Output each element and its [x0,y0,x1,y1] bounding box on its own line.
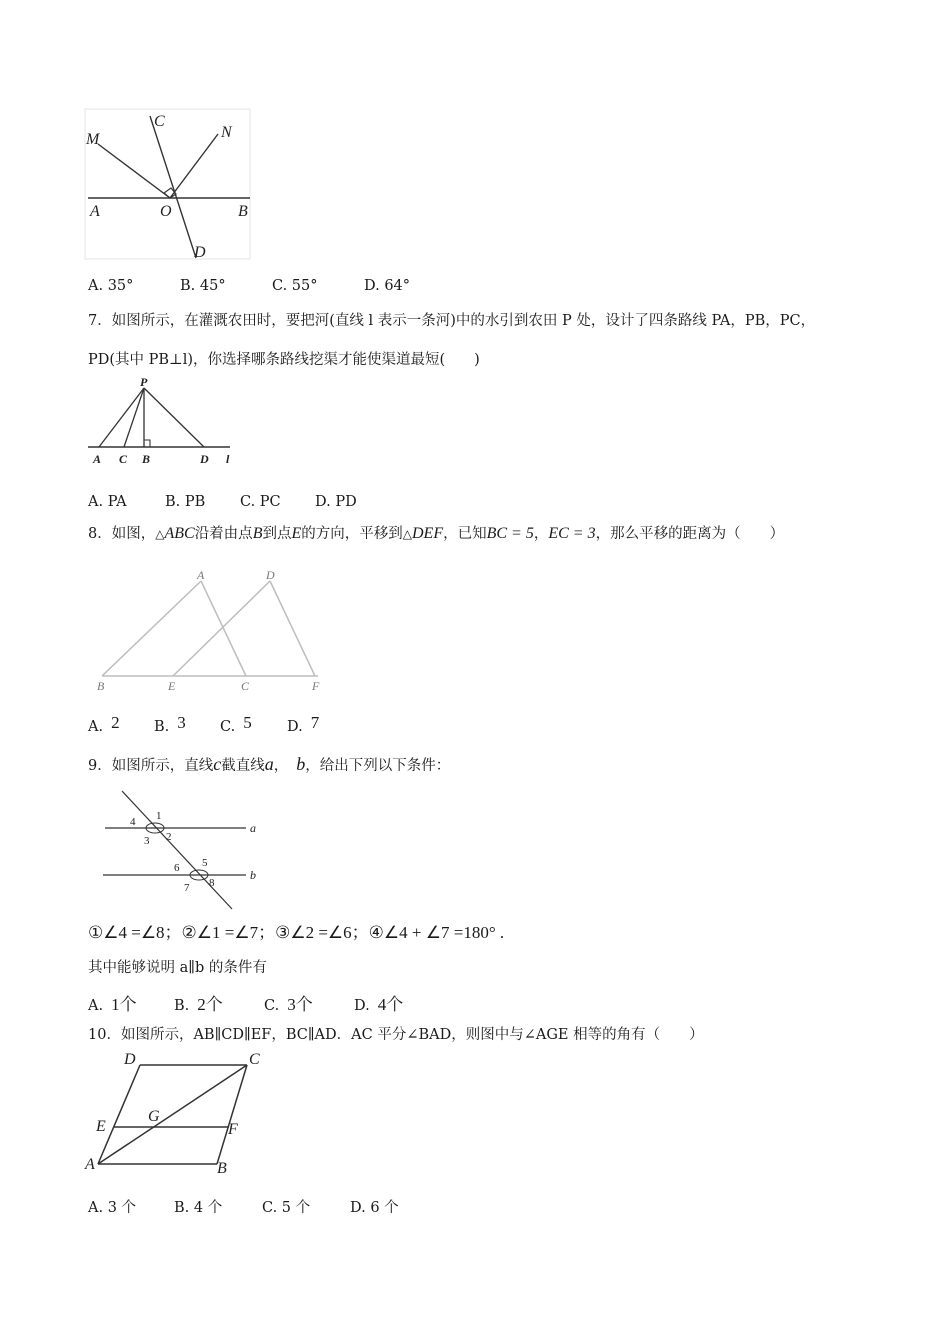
q6-figure [84,108,264,264]
q9-option-d[interactable]: D. 4个 [354,995,404,1014]
label-C: C [249,1051,260,1068]
label-b: b [250,868,256,882]
label-B: B [238,203,248,220]
segment-PA [99,388,144,447]
angle-7: 7 [184,882,190,894]
label-B: B [217,1160,227,1177]
q7-options [88,494,357,510]
q9-option-b[interactable]: B. 2个 [174,995,223,1014]
q6-option-d[interactable]: D. 64° [364,278,411,294]
q7-figure [84,374,244,468]
q8-option-a[interactable]: A. 2 [88,713,120,735]
label-D: D [194,244,206,261]
q9-option-c[interactable]: C. 3个 [264,995,313,1014]
q8-figure [92,564,332,696]
label-E: E [96,1118,106,1135]
q8-text-e: ，已知 [443,526,487,542]
line-b: b [296,754,306,774]
segment-PD [144,388,204,447]
angle-4: 4 [130,816,136,828]
label-B: B [142,452,151,466]
label-C: C [154,113,165,130]
angle-2: 2 [166,831,172,843]
triangle-def: DEF [411,525,444,542]
q10-option-c[interactable]: C. 5 个 [262,1200,311,1216]
right-angle-mark [144,440,150,447]
equation-bc: BC = 5 [486,525,534,542]
label-B: B [97,679,105,693]
label-C: C [241,679,250,693]
q10-options [88,1196,399,1217]
q9-conditions: ①∠4 =∠8；②∠1 =∠7；③∠2 =∠6；④∠4 + ∠7 =180° . [88,923,505,942]
q9-text-c: ，给出下列以下条件： [305,758,451,774]
angle-1: 1 [156,810,162,822]
q7-option-d[interactable]: D. PD [315,494,357,510]
q10-stem: 10．如图所示，AB∥CD∥EF，BC∥AD．AC 平分∠BAD，则图中与∠AGE 相等的角有（ ） [88,1027,704,1043]
q9-figure [100,788,270,912]
label-A: A [197,568,205,582]
angle-3: 3 [144,835,150,847]
q8-option-b[interactable]: B. 3 [154,713,186,735]
label-O: O [160,203,172,220]
q8-text-a: 8．如图， [88,526,156,542]
q10-option-a[interactable]: A. 3 个 [88,1200,137,1216]
segment-BC [217,1065,247,1164]
line-CD [150,116,196,258]
triangle-symbol: △ [402,527,412,541]
q9-options [88,990,403,1015]
line-a: a [264,754,274,774]
label-a: a [250,821,256,835]
q9-option-a[interactable]: A. 1个 [88,995,137,1014]
q10-option-d[interactable]: D. 6 个 [350,1200,399,1216]
q7-stem-line2: PD(其中 PB⊥l)，你选择哪条路线挖渠才能使渠道最短( ) [88,352,480,368]
segment-PC [124,388,144,447]
q8-text-f: ， [533,526,549,542]
q7-stem-line1: 7．如图所示，在灌溉农田时，要把河(直线 l 表示一条河)中的水引到农田 P 处，设计了四条路线 PA，PB，PC， [88,313,816,329]
segment-AC [98,1065,247,1164]
q9-stem-line2: 其中能够说明 a∥b 的条件有 [88,960,267,976]
q9-text-b: 截直线 [221,758,265,774]
q8-stem [88,524,784,544]
label-P: P [140,375,148,389]
ray-ON [170,134,218,198]
q6-option-c[interactable]: C. 55° [272,278,318,294]
point-e: E [291,525,302,542]
label-F: F [228,1121,238,1138]
q8-options [88,713,320,736]
q8-text-c: 到点 [262,526,292,542]
label-E: E [168,679,176,693]
label-l: l [226,452,230,466]
q6-option-a[interactable]: A. 35° [88,278,134,294]
label-A: A [93,452,102,466]
label-D: D [124,1051,136,1068]
label-A: A [90,203,100,220]
line-c: c [213,754,222,774]
q8-text-d: 的方向，平移到 [301,526,403,542]
label-C: C [119,452,128,466]
label-F: F [312,679,320,693]
angle-6: 6 [174,862,180,874]
q6-option-b[interactable]: B. 45° [180,278,226,294]
q6-options [88,278,410,294]
q9-stem [88,754,450,776]
q7-option-a[interactable]: A. PA [88,494,127,510]
angle-5: 5 [202,857,208,869]
label-D: D [200,452,209,466]
triangle-abc: ABC [164,525,195,542]
q8-text-g: ，那么平移的距离为（ ） [595,526,785,542]
label-G: G [148,1108,160,1125]
point-b: B [252,525,263,542]
q8-option-d[interactable]: D. 7 [287,713,320,735]
q9-text-a: 9．如图所示，直线 [88,758,214,774]
label-A: A [85,1156,95,1173]
label-D: D [266,568,275,582]
label-M: M [86,131,100,148]
segment-AC [201,581,246,676]
q10-figure [84,1048,270,1180]
ray-OM [98,144,170,198]
q8-option-c[interactable]: C. 5 [220,713,252,735]
q8-text-b: 沿着由点 [194,526,253,542]
segment-DF [270,581,315,676]
segment-BA [102,581,201,676]
q9-comma: ， [273,758,289,774]
segment-ED [173,581,270,676]
q10-option-b[interactable]: B. 4 个 [174,1200,223,1216]
label-N: N [221,124,232,141]
q7-option-c[interactable]: C. PC [240,494,281,510]
triangle-symbol: △ [155,527,165,541]
angle-8: 8 [209,877,215,889]
line-c [122,791,232,909]
equation-ec: EC = 3 [548,525,596,542]
q7-option-b[interactable]: B. PB [165,494,206,510]
